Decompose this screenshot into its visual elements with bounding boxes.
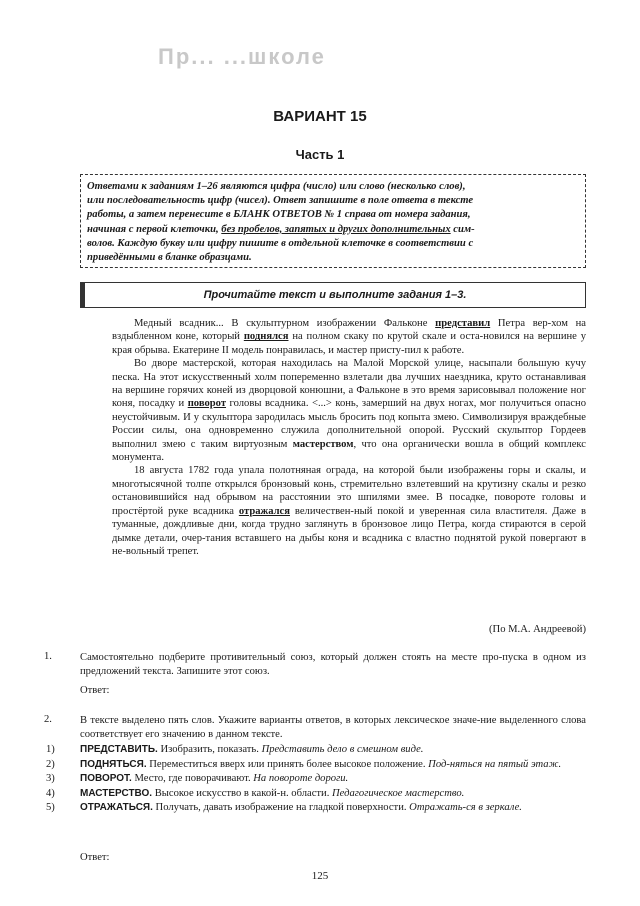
text-fragment: головы всадника. <...> конь, замерший на двух ногах, мог получиться опасно неустойчивым. И у скульптора зародилась мысль бросить под копыта змею. Символизируя враждебные России силы, она одновременно служила дополнительной опорой. Русский скульптор Гордеев выполнил змею с таким виртуозным (112, 398, 586, 450)
option-word: ОТРАЖАТЬСЯ. (80, 802, 153, 814)
text-fragment: на полном скаку по крутой скале и оста-новился на вершине у края обрыва. Екатерине II модель понравилась, и мастер присту-пил к работе. (112, 331, 586, 356)
text-fragment: , что она органически вошла в общий комплекс монумента. (112, 438, 586, 464)
option-item (46, 787, 586, 801)
option-definition: Высокое искусство в какой-н. области. (152, 787, 333, 799)
option-item (46, 772, 586, 786)
paragraph (112, 357, 586, 464)
option-word: МАСТЕРСТВО. (80, 787, 153, 799)
instructions-line: Ответами к заданиям 1–26 являются цифра (число) или слово (несколько слов), (87, 181, 466, 192)
instructions-box (80, 174, 586, 268)
instructions-line (87, 223, 579, 237)
option-word: ПРЕДСТАВИТЬ. (80, 744, 158, 755)
question-2 (80, 714, 586, 741)
question-text: Самостоятельно подберите противительный союз, который должен стоять на месте про-пуска в одном из предложений текста. Запишите этот союз. (80, 652, 586, 677)
option-definition: Место, где поворачивают. (131, 773, 254, 785)
text-fragment: Медный всадник... В скульптурном изображении Фальконе (134, 318, 436, 329)
instructions-line: работы, а затем перенесите в БЛАНК ОТВЕТОВ № 1 справа от номера задания, (87, 209, 471, 221)
question-number: 1. (44, 651, 52, 662)
option-example: Педагогическое мастерство. (332, 787, 465, 799)
option-example: Под-няться на пятый этаж. (428, 758, 562, 770)
option-item (46, 758, 586, 772)
option-number: 4) (46, 787, 55, 799)
instructions-fragment: сим- (450, 223, 475, 235)
author-attribution: (По М.А. Андреевой) (489, 624, 586, 635)
question-text: В тексте выделено пять слов. Укажите варианты ответов, в которых лексическое значе-ние выделенного слова соответствует его значению в данном тексте. (80, 715, 586, 740)
highlighted-word: отражался (238, 505, 290, 517)
answer-label: Ответ: (80, 852, 110, 863)
option-item (46, 801, 586, 815)
page-number: 125 (311, 870, 329, 882)
instructions-line: или последовательность цифр (чисел). Ответ запишите в поле ответа в тексте (87, 195, 474, 207)
paragraph (112, 464, 586, 558)
text-fragment: величествен-ный покой и уверенная сила властителя. Даже в туманные, дождливые дни, когда трудно заглянуть в бронзовое лицо Петра, когда стираются в серой дымке детали, очер-тания вставшего на дыбы коня и всадника с властно поднятой рукой повергают в не-вольный трепет. (112, 505, 586, 557)
text-fragment: Петра вер-хом на вздыбленном коне, который (112, 318, 586, 343)
part-title: Часть 1 (295, 147, 345, 162)
question-1 (80, 651, 586, 678)
option-example: Представить дело в смешном виде. (261, 744, 424, 755)
options-list (46, 743, 586, 816)
instructions-line: приведёнными в бланке образцами. (87, 252, 252, 264)
text-fragment: 18 августа 1782 года упала полотняная ограда, на которой были изображены горы и скалы, и многотысячной толпе открылся бронзовый конь, стремительно взлетевший на крутизну скалы и резко остановившийся над обрывом на расстоянии это шпилями змее. В посадке, повороте головы и простёртой руке всадника (112, 465, 586, 517)
bleed-through-text: Пр... ...школе (158, 44, 326, 69)
text-fragment: Во дворе мастерской, которая находилась на Малой Морской улице, насыпали большую кучу песка. На этот искусственный холм попеременно взлетали два лучших наездника, круто останавливая на вершине горячих коней из дворцовой конюшни, а Фальконе в это время зарисовывал положение ног коня, посадку и (112, 358, 586, 410)
highlighted-word: мастерством (292, 438, 354, 450)
task-header: Прочитайте текст и выполните задания 1–3. (80, 282, 586, 308)
option-number: 2) (46, 758, 55, 770)
option-word: ПОДНЯТЬСЯ. (80, 758, 147, 770)
option-number: 5) (46, 802, 55, 814)
option-word: ПОВОРОТ. (80, 773, 132, 785)
option-example: Отражать-ся в зеркале. (409, 802, 522, 814)
instructions-fragment: начиная с первой клеточки, (87, 223, 222, 235)
option-number: 3) (46, 773, 55, 785)
variant-title: ВАРИАНТ 15 (273, 108, 367, 125)
option-item (46, 743, 586, 757)
reading-text (112, 317, 586, 558)
highlighted-word: представил (435, 318, 491, 329)
option-number: 1) (46, 744, 55, 755)
option-example: На повороте дороги. (253, 773, 349, 785)
highlighted-word: поворот (187, 398, 227, 410)
option-definition: Переместиться вверх или принять более высокое положение. (146, 758, 429, 770)
option-definition: Получать, давать изображение на гладкой поверхности. (152, 802, 410, 814)
instructions-underlined: без пробелов, запятых и других дополнительных (221, 223, 451, 235)
option-definition: Изобразить, показать. (157, 744, 262, 755)
instructions-line: волов. Каждую букву или цифру пишите в отдельной клеточке в соответствии с (87, 237, 474, 249)
answer-label: Ответ: (80, 685, 110, 696)
highlighted-word: поднялся (243, 331, 289, 343)
question-number: 2. (44, 714, 52, 725)
paragraph (112, 317, 586, 357)
